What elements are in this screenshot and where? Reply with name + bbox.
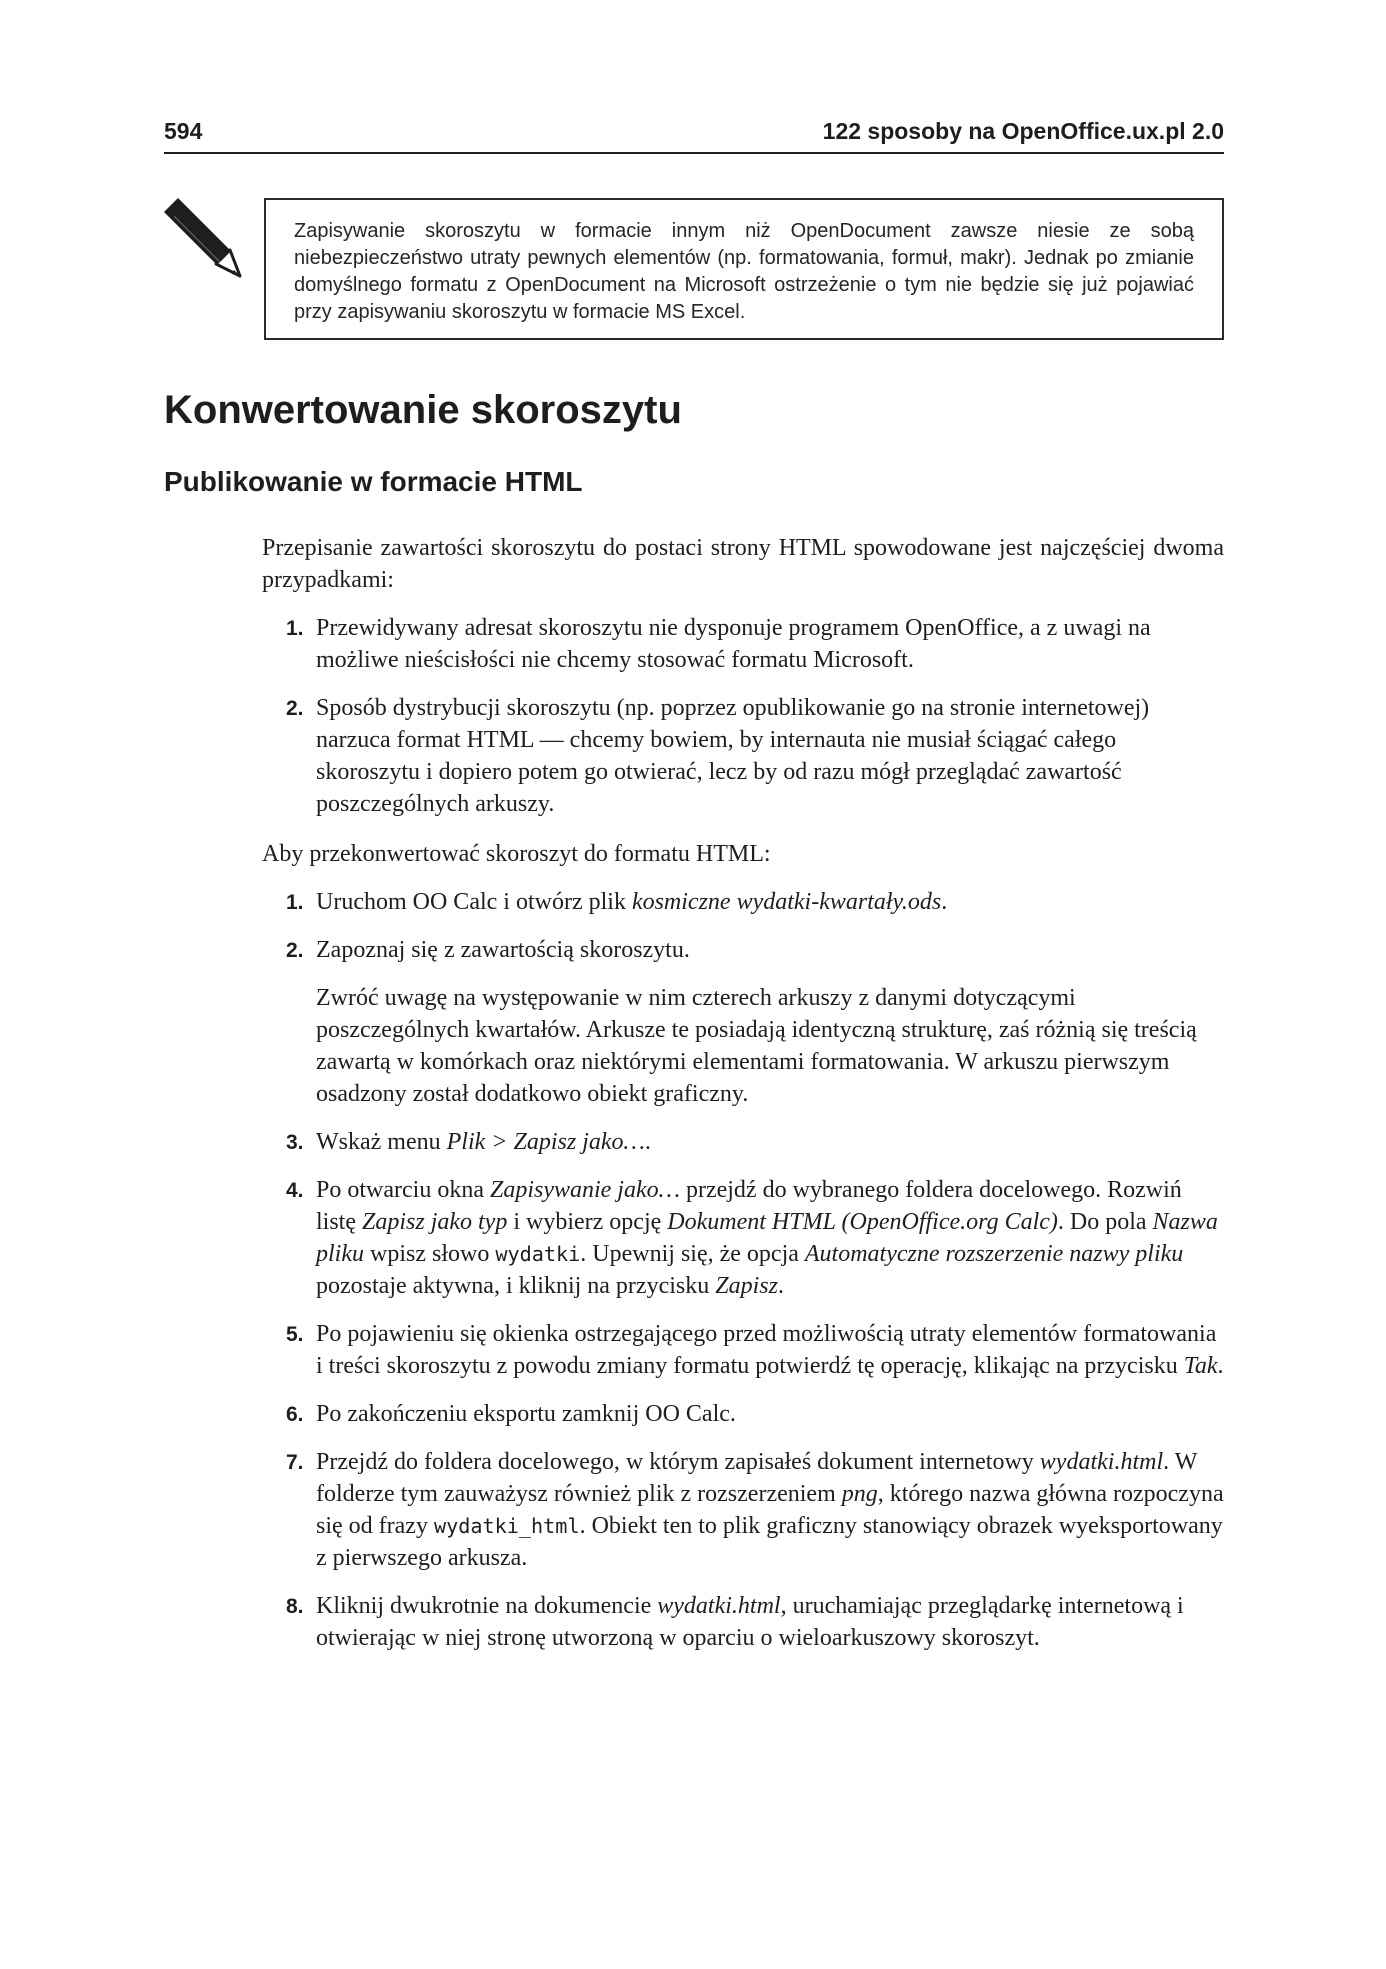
reason-item [262, 612, 1224, 676]
code-term: wydatki_html [433, 1514, 580, 1538]
step-text [316, 1129, 651, 1155]
text-run: Po otwarciu okna [316, 1177, 490, 1203]
list-number: 7. [286, 1451, 304, 1474]
text-run: . W folderze tym zauważysz również plik z rozszerzeniem [316, 1449, 1197, 1507]
step-item [262, 1126, 1224, 1158]
italic-term: png [841, 1481, 878, 1507]
steps-list [262, 886, 1224, 1654]
text-run: . Obiekt ten to plik graficzny stanowiący obrazek wyeksportowany z pierwszego arkusza. [316, 1513, 1223, 1571]
text-run: i wybierz opcję [507, 1209, 668, 1235]
list-number: 2. [286, 939, 304, 962]
list-number: 6. [286, 1403, 304, 1426]
italic-term: Automatyczne rozszerzenie nazwy pliku [804, 1241, 1184, 1267]
text-run: Przejdź do foldera docelowego, w którym zapisałeś dokument internetowy [316, 1449, 1040, 1475]
text-run: pozostaje aktywna, i kliknij na przycisku [316, 1273, 716, 1299]
text-run: Uruchom OO Calc i otwórz plik [316, 889, 632, 915]
step-text [316, 1593, 1184, 1651]
step-item [262, 1590, 1224, 1654]
step-text [316, 1449, 1224, 1571]
italic-term: Zapisywanie jako… [489, 1177, 680, 1203]
body-text [262, 532, 1224, 1654]
text-run: . Do pola [1057, 1209, 1153, 1235]
text-run: Po pojawieniu się okienka ostrzegającego przed możliwością utraty elementów formatowania i treści skoroszytu z powodu zmiany formatu potwierdź tę operację, klikając na przycisku [316, 1321, 1217, 1379]
step-item [262, 1174, 1224, 1302]
text-run: Kliknij dwukrotnie na dokumencie [316, 1593, 658, 1619]
steps-intro-paragraph: Aby przekonwertować skoroszyt do formatu HTML: [262, 841, 771, 867]
text-run: Zwróć uwagę na występowanie w nim czterech arkuszy z danymi dotyczącymi poszczególnych kwartałów. Arkusze te posiadają identyczną strukturę, zaś różnią się treścią zawartą w komórkach oraz niektórymi elementami formatowania. W arkuszu pierwszym osadzony został dodatkowo obiekt graficzny. [316, 985, 1197, 1107]
running-header [164, 112, 1224, 154]
italic-term: wydatki.html [657, 1593, 781, 1619]
text-run: . [644, 1129, 651, 1155]
step-text [316, 1177, 1218, 1299]
note-text: Zapisywanie skoroszytu w formacie innym niż OpenDocument zawsze niesie ze sobą niebezpieczeństwo utraty pewnych elementów (np. formatowania, formuł, makr). Jednak po zmianie domyślnego formatu z OpenDocument na Microsoft ostrzeżenie o tym nie będzie się już pojawiać przy zapisywaniu skoroszytu w formacie MS Excel. [294, 220, 1194, 323]
text-run: , uruchamiając przeglądarkę internetową i otwierając w niej stronę utworzoną w oparciu o wieloarkuszowy skoroszyt. [316, 1593, 1184, 1651]
step-item [262, 1398, 1224, 1430]
step-text [316, 985, 1197, 1107]
step-text [316, 1321, 1224, 1379]
text-run: wpisz słowo [364, 1241, 496, 1267]
intro-paragraph: Przepisanie zawartości skoroszytu do postaci strony HTML spowodowane jest najczęściej dwoma przypadkami: [262, 535, 1224, 593]
step-item [262, 934, 1224, 966]
text-run: . [777, 1273, 784, 1299]
note-box [264, 198, 1224, 340]
step-text [316, 1401, 736, 1427]
text-run: przejdź do wybranego foldera docelowego. Rozwiń listę [316, 1177, 1182, 1235]
text-run: Zapoznaj się z zawartością skoroszytu. [316, 937, 690, 963]
step-item [262, 886, 1224, 918]
step-text [316, 889, 947, 915]
italic-term: Zapisz [715, 1273, 778, 1299]
reason-text: Sposób dystrybucji skoroszytu (np. poprzez opublikowanie go na stronie internetowej) narzuca format HTML — chcemy bowiem, by internauta nie musiał ściągać całego skoroszytu i dopiero potem go otwierać, lecz by od razu mógł przeglądać zawartość poszczególnych arkuszy. [316, 695, 1150, 817]
italic-term: Dokument HTML (OpenOffice.org Calc) [667, 1209, 1058, 1235]
list-number: 1. [286, 617, 304, 640]
step-item [262, 1446, 1224, 1574]
section-title: Konwertowanie skoroszytu [164, 388, 682, 432]
text-run: . [941, 889, 948, 915]
italic-term: Zapisz jako typ [362, 1209, 508, 1235]
text-run: , którego nazwa główna rozpoczyna się od frazy [316, 1481, 1224, 1539]
list-number: 3. [286, 1131, 304, 1154]
list-number: 2. [286, 697, 304, 720]
italic-term: Tak [1183, 1353, 1218, 1379]
reasons-list [262, 612, 1224, 820]
italic-term: kosmiczne wydatki-kwartały.ods [631, 889, 942, 915]
book-title: 122 sposoby na OpenOffice.ux.pl 2.0 [822, 118, 1224, 144]
pencil-icon [160, 196, 244, 280]
italic-term: Nazwa pliku [316, 1209, 1218, 1267]
text-run: . Upewnij się, że opcja [580, 1241, 805, 1267]
reason-text: Przewidywany adresat skoroszytu nie dysponuje programem OpenOffice, a z uwagi na możliwe nieścisłości nie chcemy stosować formatu Microsoft. [316, 615, 1151, 673]
text-run: . [1217, 1353, 1224, 1379]
subsection-title: Publikowanie w formacie HTML [164, 466, 583, 497]
step-text [316, 937, 690, 963]
step-item [262, 1318, 1224, 1382]
italic-term: wydatki.html [1039, 1449, 1164, 1475]
list-number: 1. [286, 891, 304, 914]
page-number: 594 [164, 118, 203, 144]
list-number: 8. [286, 1595, 304, 1618]
reason-item [262, 692, 1224, 820]
code-term: wydatki [495, 1242, 581, 1266]
text-run: Wskaż menu [316, 1129, 447, 1155]
list-number: 5. [286, 1323, 304, 1346]
list-number: 4. [286, 1179, 304, 1202]
text-run: Po zakończeniu eksportu zamknij OO Calc. [316, 1401, 736, 1427]
step-note-item [262, 982, 1224, 1110]
italic-term: Plik > Zapisz jako… [446, 1129, 645, 1155]
